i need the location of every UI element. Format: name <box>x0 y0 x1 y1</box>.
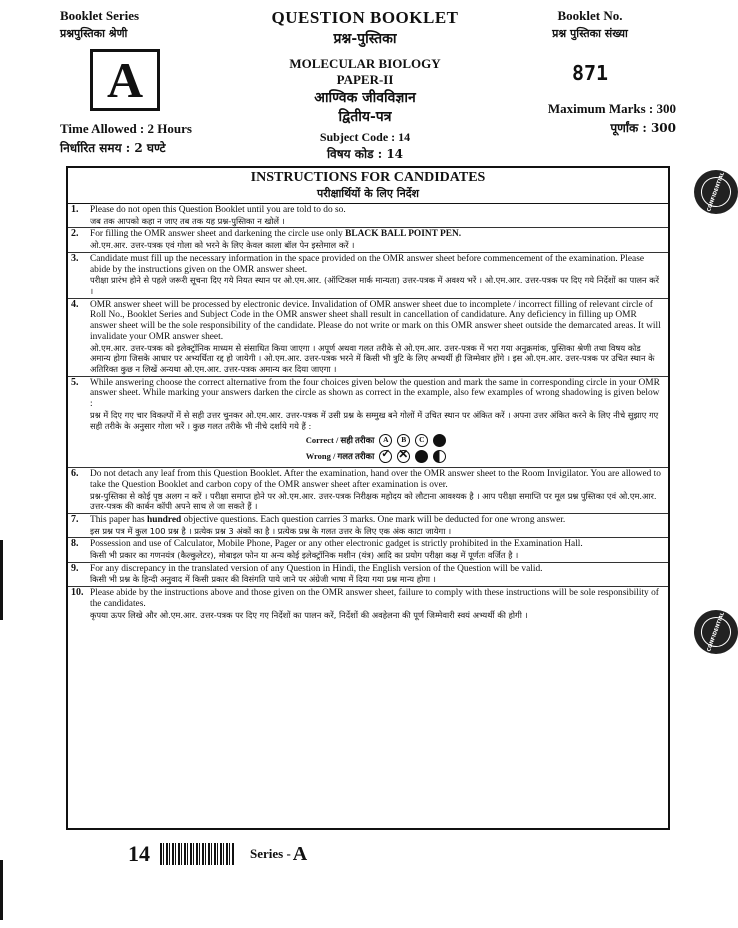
subject-code-hi: विषय कोड : 14 <box>326 147 404 161</box>
booklet-no-label: Booklet No. <box>557 8 623 23</box>
instruction-text-hi: किसी भी प्रश्न के हिन्दी अनुवाद में किसी प्रकार की विसंगति पाये जाने पर अंग्रेजी भाषा में दिया गया प्रश्न मान्य होगा । <box>90 574 436 585</box>
booklet-series-label: Booklet Series <box>60 8 140 23</box>
instruction-text: Possession and use of Calculator, Mobile Phone, Pager or any other electronic gadget is strictly prohibited in the Examination Hall. <box>90 539 583 550</box>
instruction-1 <box>68 204 668 228</box>
instruction-number: 2. <box>71 228 79 240</box>
instruction-4 <box>68 299 668 377</box>
page-number: 14 <box>128 841 150 866</box>
option-circle-a: A <box>379 434 392 447</box>
instruction-number: 1. <box>71 204 79 215</box>
instruction-text-hi: ओ.एम.आर. उत्तर-पत्रक एवं गोला को भरने के लिए केवल काला बॉल पेन इस्तेमाल करें । <box>90 240 355 251</box>
instruction-3 <box>68 253 668 299</box>
subject-name: MOLECULAR BIOLOGY <box>289 56 441 71</box>
option-circle-b: B <box>397 434 410 447</box>
dot-mark-icon <box>415 450 428 463</box>
instruction-text: Candidate must fill up the necessary information in the space provided on the OMR answer sheet before commencement of the examination. Please abide by the instructions given on the OMR answer sheet. <box>90 253 644 275</box>
instruction-text <box>90 515 662 526</box>
maximum-marks-hi: पूर्णांक : 300 <box>610 121 676 135</box>
series-box <box>90 49 160 111</box>
booklet-no-label-hi: प्रश्न पुस्तिका संख्या <box>552 27 628 40</box>
title-block <box>210 8 520 162</box>
instruction-text-bold: hundred <box>147 514 182 525</box>
time-allowed-hi: निर्धारित समय : 2 घण्टे <box>60 141 166 155</box>
instruction-6 <box>68 468 668 514</box>
instruction-text: Please abide by the instructions above and those given on the OMR answer sheet, failure to comply with these instructions will be sole responsibility of the candidates. <box>90 588 659 609</box>
instruction-number: 5. <box>71 376 79 388</box>
instruction-text: For any discrepancy in the translated version of any Question in Hindi, the English version of the Question will be valid. <box>90 563 543 574</box>
cross-mark-icon <box>397 450 410 463</box>
maximum-marks: Maximum Marks : 300 <box>547 101 676 116</box>
time-allowed: Time Allowed : 2 Hours <box>60 121 192 136</box>
confidential-seal-icon <box>694 170 738 214</box>
instruction-text <box>90 229 662 240</box>
instruction-text-part: objective questions. Each question carries 3 marks. One mark will be deducted for one wrong answer. <box>181 514 566 525</box>
seal-text: CONFIDENTIAL <box>697 173 735 211</box>
instruction-text-hi: प्रश्न-पुस्तिका से कोई पृष्ठ अलग न करें । परीक्षा समाप्त होने पर ओ.एम.आर. उत्तर-पत्रक निरीक्षक महोदय को लौटाना आवश्यक है । आप परीक्षा समाप्ति पर मूल प्रश्न पुस्तिका एवं ओ.एम.आर. उत्तर-पत्रक की कार्बन कॉपी अपने साथ ले जा सकते हैं । <box>90 490 657 512</box>
series-letter: A <box>106 52 144 108</box>
instruction-text-hi: कृपया ऊपर लिखे और ओ.एम.आर. उत्तर-पत्रक पर दिए गए निर्देशों का पालन करें, निर्देशों की अवहेलना की पूर्ण जिम्मेवारी स्वयं अभ्यर्थी की होगी । <box>90 609 528 620</box>
instruction-text: Do not detach any leaf from this Question Booklet. After the examination, hand over the OMR answer sheet to the Room Invigilator. You are allowed to take the Question Booklet and carbon copy of the OMR answer sheet after examination is over. <box>90 469 661 490</box>
booklet-number: 871 <box>571 61 609 85</box>
instruction-number: 6. <box>71 468 79 480</box>
instruction-10 <box>68 587 668 621</box>
instruction-text-hi: परीक्षा प्रारंभ होने से पहले जरूरी सूचना दिए गये नियत स्थान पर ओ.एम.आर. (ऑप्टिकल मार्क मान्यता) उत्तर-पत्रक में अवश्य भरें । ओ.एम.आर. उत्तर-पत्रक पर दिए गये निर्देशों का पालन करें । <box>90 275 659 296</box>
barcode-icon <box>160 843 234 865</box>
correct-shading-example <box>90 434 662 447</box>
instruction-text: OMR answer sheet will be processed by electronic device. Invalidation of OMR answer sheet due to incomplete / incorrect filling of relevant circle of Roll No., Booklet Series and Subject Code in the OMR answer sheet shall result in cancellation of candidature. Any deficiency in filling up OMR answer sheet will be the sole responsibility of the candidate. Please do not write or mark on this OMR answer sheet outside the demarcated areas. It will invalidate your OMR answer sheet. <box>90 299 661 342</box>
wrong-shading-example <box>90 450 662 463</box>
scan-edge-mark <box>0 860 3 920</box>
booklet-header <box>60 8 676 168</box>
instruction-number: 4. <box>71 298 79 310</box>
option-circle-c: C <box>415 434 428 447</box>
tick-mark-icon <box>379 450 392 463</box>
instruction-text-hi: प्रश्न में दिए गए चार विकल्पों में से सही उत्तर चुनकर ओ.एम.आर. उत्तर-पत्रक में उसी प्रश्न के सम्मुख बने गोलों में उचित स्थान पर अंकित करें । अपना उत्तर अंकित करने के लिए नीचे सुझाए गए सही तरीके के अनुसार गोला भरें । कुछ गलत तरीके भी नीचे दर्शाये गये हैं : <box>90 409 659 431</box>
instructions-title-hi: परीक्षार्थियों के लिए निर्देश <box>68 186 668 204</box>
instruction-8 <box>68 538 668 562</box>
booklet-number-block <box>500 8 680 136</box>
booklet-series-label-hi: प्रश्नपुस्तिका श्रेणी <box>60 27 128 40</box>
instruction-number: 9. <box>71 562 79 574</box>
instruction-number: 7. <box>71 513 79 525</box>
instruction-text-bold: BLACK BALL POINT PEN. <box>345 229 462 240</box>
subject-code: Subject Code : 14 <box>319 130 411 144</box>
booklet-title-hi: प्रश्न-पुस्तिका <box>333 31 397 47</box>
instruction-2 <box>68 228 668 252</box>
instruction-number: 10. <box>71 587 84 599</box>
instruction-number: 3. <box>71 252 79 264</box>
scan-edge-mark <box>0 540 3 620</box>
paper-name: PAPER-II <box>336 72 394 87</box>
option-circle-filled <box>433 434 446 447</box>
subject-name-hi: आण्विक जीवविज्ञान <box>314 90 416 106</box>
instruction-text-hi: ओ.एम.आर. उत्तर-पत्रक को इलेक्ट्रॉनिक माध्यम से संसाधित किया जाएगा । अपूर्ण अथवा गलत तरीके से ओ.एम.आर. उत्तर-पत्रक में भरा गया अनुक्रमांक, पुस्तिका श्रेणी तथा विषय कोड अमान्य होगा जिसके आधार पर अभ्यर्थिता रद्द हो जायेगी । ओ.एम.आर. उत्तर-पत्रक भरने में किसी भी त्रुटि के लिए अभ्यर्थी ही जिम्मेवार होंगे । इस ओ.एम.आर. उत्तर-पत्रक पर उचित स्थान के अतिरिक्त कुछ न लिखें अन्यथा ओ.एम.आर. उत्तर-पत्रक अमान्य कर दिया जाएगा । <box>90 342 655 374</box>
footer-series-label: Series - <box>250 846 291 861</box>
instructions-box <box>66 166 670 830</box>
page-footer <box>128 838 528 870</box>
instruction-text-hi: इस प्रश्न पत्र में कुल 100 प्रश्न है । प्रत्येक प्रश्न 3 अंकों का है । प्रत्येक प्रश्न के गलत उत्तर के लिए एक अंक काटा जायेगा । <box>90 525 452 536</box>
instruction-text: Please do not open this Question Booklet until you are told to do so. <box>90 205 346 215</box>
instruction-text-part: For filling the OMR answer sheet and darkening the circle use only <box>90 229 346 240</box>
paper-name-hi: द्वितीय-पत्र <box>338 109 392 125</box>
instruction-7 <box>68 514 668 538</box>
instruction-5 <box>68 377 668 469</box>
correct-label: Correct / सही तरीका <box>305 435 375 446</box>
instruction-text-part: This paper has <box>90 514 148 525</box>
footer-series-value: A <box>292 842 308 865</box>
instruction-text-hi: जब तक आपको कहा न जाए तब तक यह प्रश्न-पुस्तिका न खोलें । <box>90 215 285 226</box>
booklet-title: QUESTION BOOKLET <box>271 8 459 27</box>
seal-text: CONFIDENTIAL <box>697 613 735 651</box>
wrong-label: Wrong / गलत तरीका <box>305 451 375 462</box>
confidential-seal-icon <box>694 610 738 654</box>
half-filled-icon <box>433 450 446 463</box>
instructions-title: INSTRUCTIONS FOR CANDIDATES <box>250 170 486 185</box>
instruction-text: While answering choose the correct alternative from the four choices given below the question and mark the same in corresponding circle in your OMR answer sheet. While marking your answers darken the circle as shown as correct in the example, also few examples of wrong shadowing is given below : <box>90 377 660 410</box>
instruction-text-hi: किसी भी प्रकार का गणनयंत्र (कैल्कुलेटर), मोबाइल फोन या अन्य कोई इलेक्ट्रॉनिक मशीन (यंत्र) आदि का प्रयोग परीक्षा कक्ष में पूर्णतः वर्जित है । <box>90 550 519 561</box>
instruction-number: 8. <box>71 538 79 550</box>
instruction-9 <box>68 563 668 587</box>
